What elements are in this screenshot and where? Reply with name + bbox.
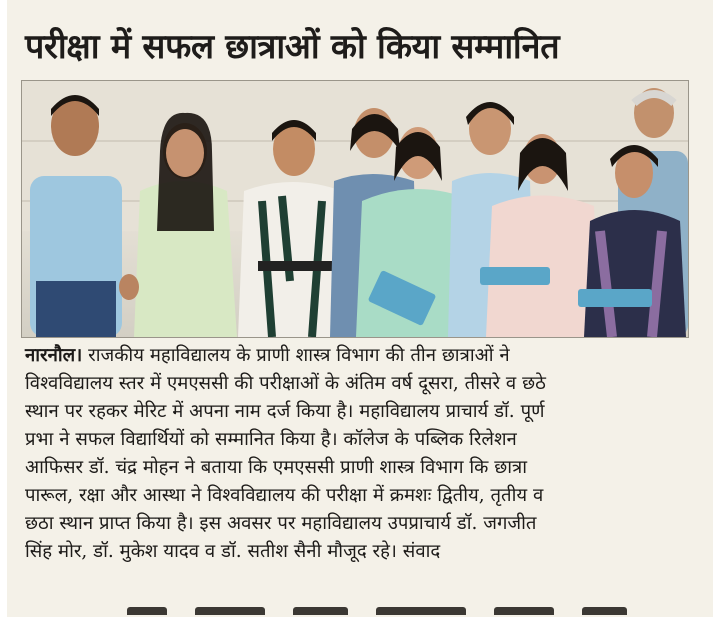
article-line-1: नारनौल। राजकीय महाविद्यालय के प्राणी शास्त्र विभाग की तीन छात्राओं ने	[25, 345, 510, 366]
article-line-4: प्रभा ने सफल विद्यार्थियों को सम्मानित किया है। कॉलेज के पब्लिक रिलेशन	[25, 429, 517, 450]
article-line-5: आफिसर डॉ. चंद्र मोहन ने बताया कि एमएससी प्राणी शास्त्र विभाग कि छात्रा	[25, 457, 528, 478]
dateline: नारनौल।	[25, 345, 83, 366]
cut-off-next-headline	[127, 600, 687, 617]
article-body	[25, 342, 705, 566]
article-line-7: छठा स्थान प्राप्त किया है। इस अवसर पर महाविद्यालय उपप्राचार्य डॉ. जगजीत	[25, 513, 537, 534]
group-photo-illustration	[22, 81, 688, 337]
background-face	[119, 274, 139, 300]
newspaper-clipping	[7, 0, 713, 617]
cut-off-previous-text	[25, 0, 325, 7]
group-photo	[21, 80, 689, 338]
article-line-3: स्थान पर रहकर मेरिट में अपना नाम दर्ज किया है। महाविद्यालय प्राचार्य डॉ. पूर्ण	[25, 401, 545, 422]
article-line-2: विश्वविद्यालय स्तर में एमएससी की परीक्षाओं के अंतिम वर्ष दूसरा, तीसरे व छठे	[25, 373, 546, 394]
article-line-8: सिंह मोर, डॉ. मुकेश यादव व डॉ. सतीश सैनी मौजूद रहे। संवाद	[25, 541, 441, 562]
article-line-6: पारूल, रक्षा और आस्था ने विश्वविद्यालय की परीक्षा में क्रमशः द्वितीय, तृतीय व	[25, 485, 544, 506]
headline: परीक्षा में सफल छात्राओं को किया सम्मानित	[25, 27, 560, 67]
